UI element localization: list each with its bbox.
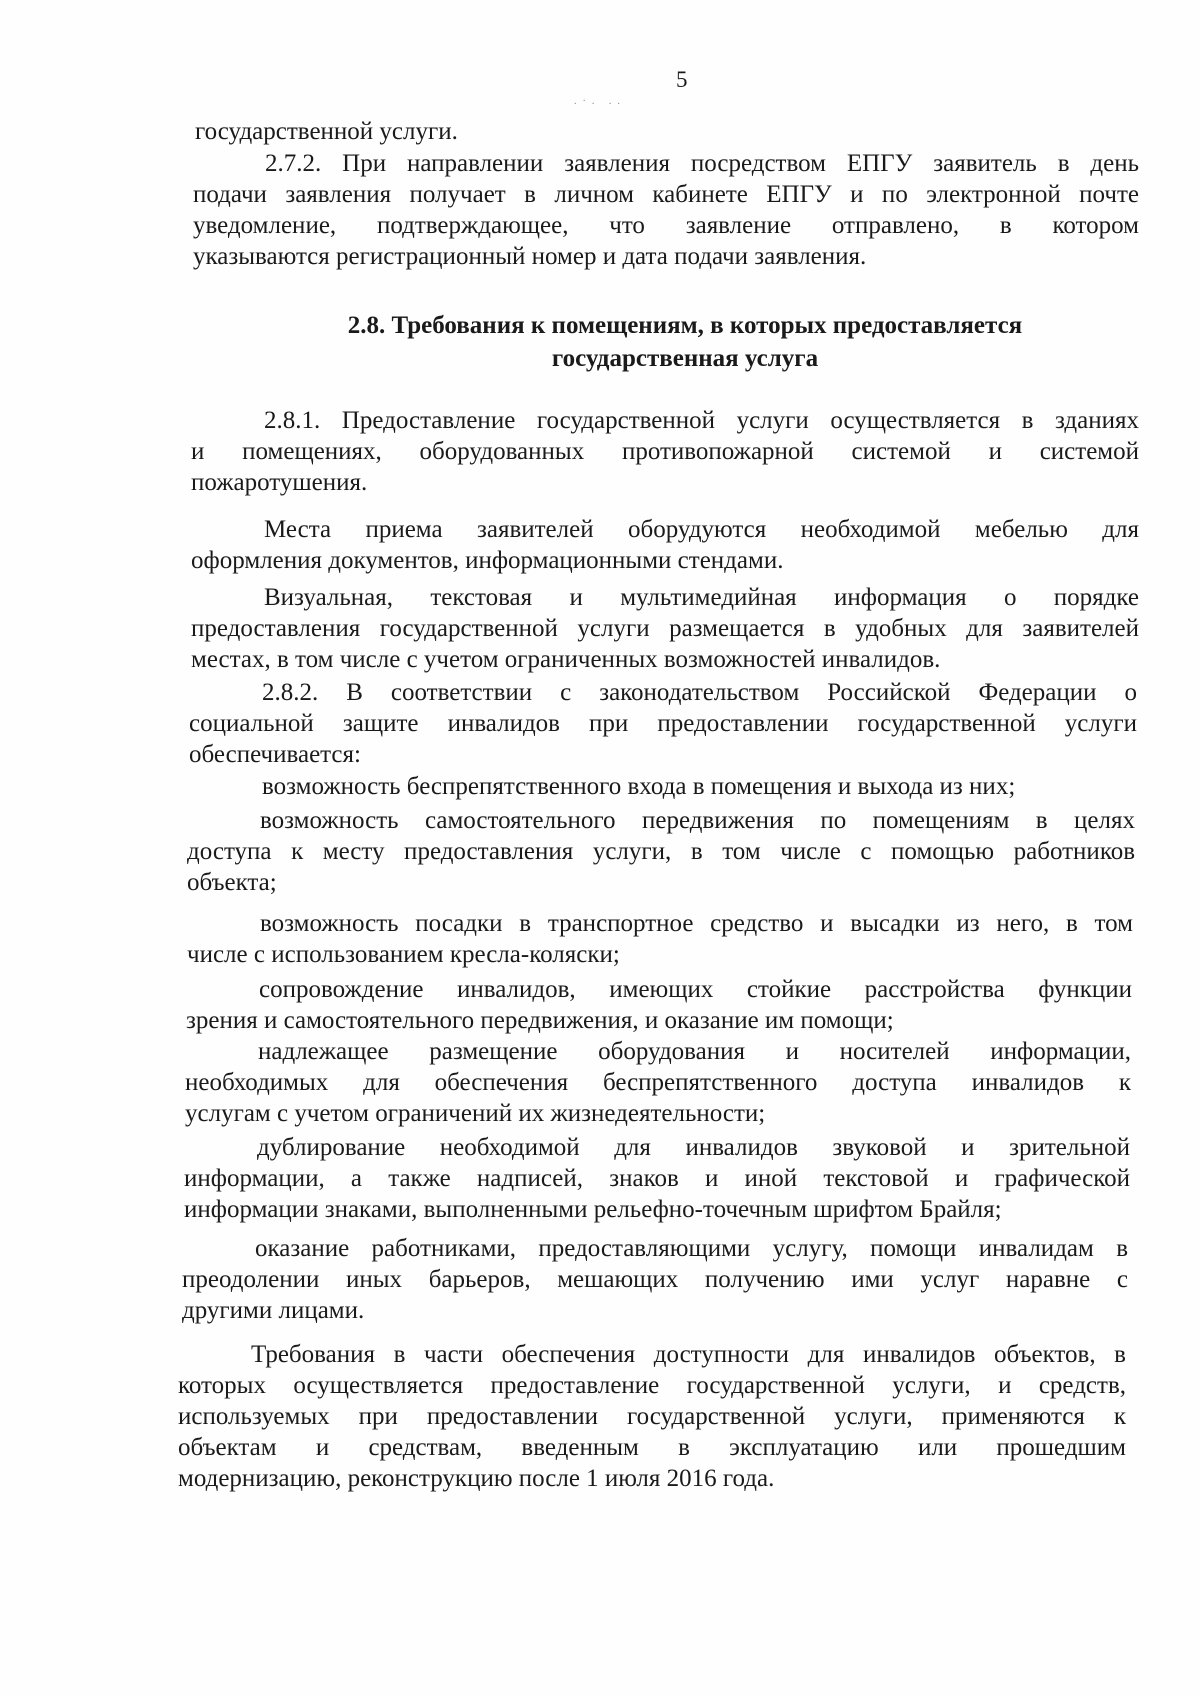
paragraph-line: доступа к месту предоставления услуги, в том числе с помощью работников: [187, 838, 1135, 865]
paragraph-2-8-2: [189, 677, 1137, 770]
paragraph-line: преодолении иных барьеров, мешающих получению ими услуг наравне с: [182, 1266, 1128, 1293]
paragraph-visual-info: [191, 582, 1139, 675]
paragraph-line: модернизацию, реконструкцию после 1 июля 2016 года.: [178, 1465, 775, 1492]
paragraph-line: надлежащее размещение оборудования и носителей информации,: [258, 1038, 1131, 1065]
list-item-duplication: [184, 1132, 1130, 1225]
paragraph-line: которых осуществляется предоставление государственной услуги, и средств,: [178, 1372, 1126, 1399]
paragraph-line: оформления документов, информационными стендами.: [191, 547, 784, 574]
paragraph-line: возможность самостоятельного передвижения по помещениям в целях: [260, 807, 1135, 834]
paragraph-line: Места приема заявителей оборудуются необходимой мебелью для: [264, 516, 1139, 543]
paragraph-line: зрения и самостоятельного передвижения, и оказание им помощи;: [186, 1007, 894, 1034]
paragraph-line: другими лицами.: [182, 1297, 365, 1324]
paragraph-line: указываются регистрационный номер и дата подачи заявления.: [193, 243, 867, 270]
scan-specks: .·. ..: [574, 96, 626, 107]
paragraph-line: информации, а также надписей, знаков и иной текстовой и графической: [184, 1165, 1130, 1192]
section-title-line-2: государственная услуга: [551, 345, 819, 372]
paragraph-line: информации знаками, выполненными рельефно-точечным шрифтом Брайля;: [184, 1196, 1002, 1223]
paragraph-line: обеспечивается:: [189, 741, 361, 768]
paragraph-reception-places: [191, 514, 1139, 576]
list-item-assistance: [182, 1233, 1128, 1326]
paragraph-2-7-2: [193, 148, 1139, 272]
paragraph-line: дублирование необходимой для инвалидов звуковой и зрительной: [257, 1134, 1130, 1161]
paragraph-line: пожаротушения.: [191, 469, 368, 496]
paragraph-line: 2.8.2. В соответствии с законодательством Российской Федерации о: [262, 679, 1137, 706]
paragraph-line: необходимых для обеспечения беспрепятственного доступа инвалидов к: [185, 1069, 1131, 1096]
paragraph-line: объекта;: [187, 869, 277, 896]
paragraph-2-8-1: [191, 405, 1139, 498]
section-title-line-1: 2.8. Требования к помещениям, в которых предоставляется: [347, 312, 1023, 339]
paragraph-line: и помещениях, оборудованных противопожарной системой и системой: [191, 438, 1139, 465]
list-item-escort: [186, 974, 1132, 1036]
paragraph-line: предоставления государственной услуги размещается в удобных для заявителей: [191, 615, 1139, 642]
paragraph-line: 2.7.2. При направлении заявления посредством ЕПГУ заявитель в день: [265, 150, 1139, 177]
list-item-entrance: [189, 771, 1137, 802]
paragraph-line: Требования в части обеспечения доступности для инвалидов объектов, в: [251, 1341, 1126, 1368]
paragraph-line: числе с использованием кресла-коляски;: [187, 941, 620, 968]
paragraph-line: государственной услуги.: [195, 118, 458, 145]
list-item-transport: [187, 908, 1133, 970]
paragraph-line: используемых при предоставлении государственной услуги, применяются к: [178, 1403, 1126, 1430]
page-number: 5: [676, 67, 688, 92]
list-item-equipment: [185, 1036, 1131, 1129]
section-title: [230, 309, 1140, 375]
paragraph-line: подачи заявления получает в личном кабинете ЕПГУ и по электронной почте: [193, 181, 1139, 208]
paragraph-line: сопровождение инвалидов, имеющих стойкие расстройства функции: [259, 976, 1132, 1003]
paragraph-line: местах, в том числе с учетом ограниченных возможностей инвалидов.: [191, 646, 941, 673]
paragraph-line: возможность беспрепятственного входа в помещения и выхода из них;: [262, 773, 1016, 800]
paragraph-line: Визуальная, текстовая и мультимедийная информация о порядке: [264, 584, 1139, 611]
paragraph-continuation: [195, 116, 1135, 147]
paragraph-accessibility-requirements: [178, 1339, 1126, 1494]
list-item-movement: [187, 805, 1135, 898]
paragraph-line: социальной защите инвалидов при предоставлении государственной услуги: [189, 710, 1137, 737]
paragraph-line: оказание работниками, предоставляющими услугу, помощи инвалидам в: [255, 1235, 1128, 1262]
paragraph-line: уведомление, подтверждающее, что заявление отправлено, в котором: [193, 212, 1139, 239]
paragraph-line: объектам и средствам, введенным в эксплуатацию или прошедшим: [178, 1434, 1126, 1461]
paragraph-line: 2.8.1. Предоставление государственной услуги осуществляется в зданиях: [264, 407, 1139, 434]
paragraph-line: возможность посадки в транспортное средство и высадки из него, в том: [260, 910, 1133, 937]
paragraph-line: услугам с учетом ограничений их жизнедеятельности;: [185, 1100, 766, 1127]
